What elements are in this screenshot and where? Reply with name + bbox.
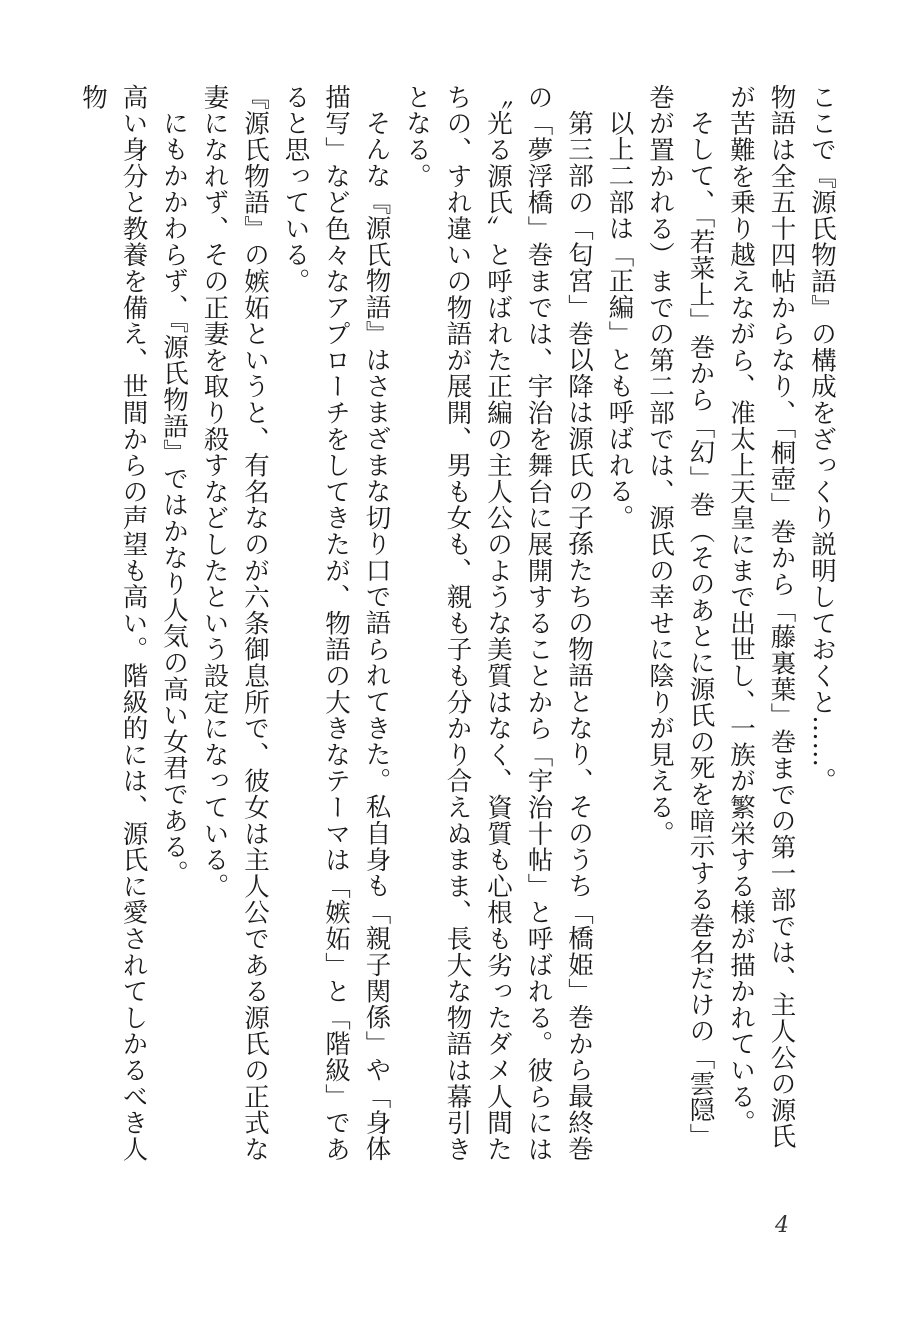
paragraph-3: そして、「若菜上」巻から「幻」巻（そのあとに源氏の死を暗示する巻名だけの「雲隠」巻が置かれる）までの第二部では、源氏の幸せに陰りが見える。 [645,84,716,1149]
page-number: 4 [775,1213,789,1238]
paragraph-6: そんな『源氏物語』はさまざまな切り口で語られてきた。私自身も「親子関係」や「身体描写」など色々なアプローチをしてきたが、物語の大きなテーマは「嫉妬」と「階級」であると思っている。 [280,84,392,1163]
body-text [52,84,842,1164]
paragraph-4: 以上二部は「正編」とも呼ばれる。 [604,109,635,531]
paragraph-8: にもかかわらず、『源氏物語』ではかなり人気の高い女君である。 [159,109,189,886]
paragraph-5: 第三部の「匂宮」巻以降は源氏の子孫たちの物語となり、そのうち「橋姫」巻から最終巻の「夢浮橋」巻までは、宇治を舞台に展開することから「宇治十帖」と呼ばれる。彼らには〝光る源氏〟と呼ばれた正編の主人公のような美質はなく、資質も心根も劣ったダメ人間たちの、すれ違いの物語が展開、男も女も、親も子も分かり合えぬまま、長大な物語は幕引きとなる。 [402,84,594,1163]
paragraph-7: 『源氏物語』の嫉妬というと、有名なのが六条御息所で、彼女は主人公である源氏の正式な妻になれず、その正妻を取り殺すなどしたという設定になっている。 [199,84,270,1163]
paragraph-2: 物語は全五十四帖からなり、「桐壺」巻から「藤裏葉」巻までの第一部では、主人公の源氏が苦難を乗り越えながら、准太上天皇にまで出世し、一族が繁栄する様が描かれている。 [726,84,797,1150]
paragraph-1: ここで『源氏物語』の構成をざっくり説明しておくと……。 [807,84,837,795]
paragraph-9: 高い身分と教養を備え、世間からの声望も高い。階級的には、源氏に愛されてしかるべき人物 [78,84,149,1163]
